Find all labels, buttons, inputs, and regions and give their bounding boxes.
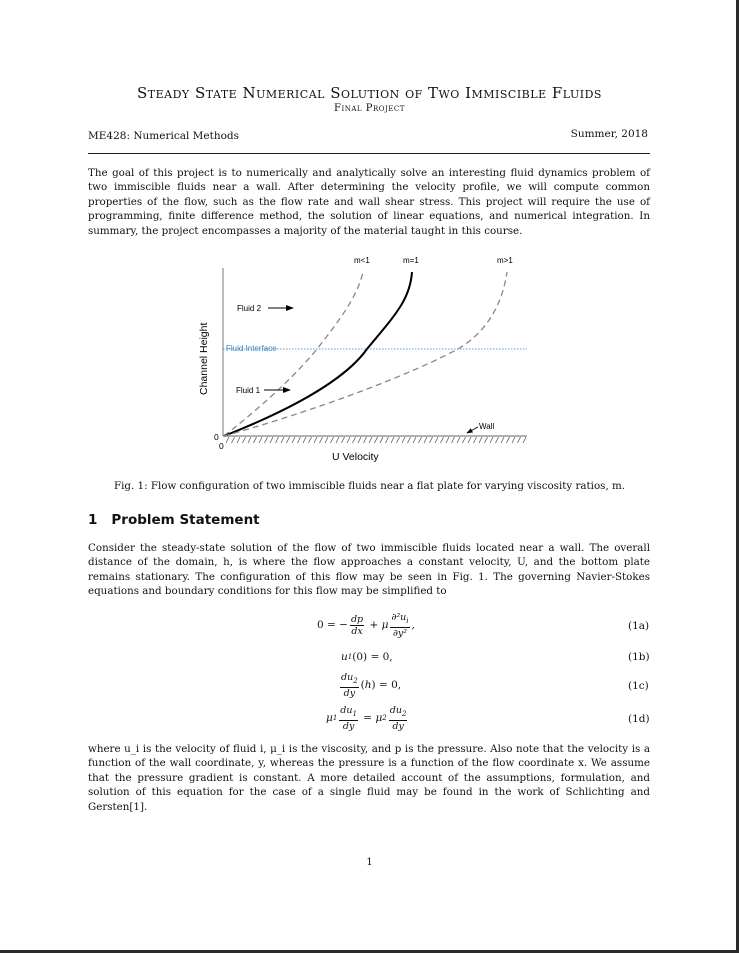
hatch-mark	[358, 437, 361, 443]
hatch-mark	[303, 437, 306, 443]
label-m-greater-1: m>1	[497, 256, 513, 265]
hatch-mark	[309, 437, 312, 443]
closing-paragraph: where u_i is the velocity of fluid i, μ_i is the viscosity, and p is the pressure. Also note that the velocity is a function of the wall coordinate, y, whereas the pressure is a function of the flow coordinate x. We assume that the pressure gradient is constant. A more detailed account of the assumptions, formulation, and solution of this equation for the case of a single fluid may be found in the work of Schlichting and Gersten[1].	[88, 743, 650, 813]
hatch-mark	[457, 437, 460, 443]
hatch-mark	[386, 437, 389, 443]
arrow-left-icon	[467, 427, 478, 433]
hatch-mark	[424, 437, 427, 443]
section-title: Problem Statement	[111, 512, 260, 528]
y-origin-label: 0	[214, 432, 219, 442]
hatch-mark	[342, 437, 345, 443]
label-wall: Wall	[479, 422, 495, 431]
hatch-mark	[320, 437, 323, 443]
hatch-mark	[496, 437, 499, 443]
hatch-mark	[281, 437, 284, 443]
equation-number: (1c)	[628, 680, 649, 692]
hatch-mark	[446, 437, 449, 443]
equation-number: (1a)	[628, 620, 650, 632]
hatch-mark	[254, 437, 257, 443]
y-axis-label: Channel Height	[198, 322, 210, 395]
term: Summer, 2018	[570, 128, 648, 140]
label-fluid-1: Fluid 1	[236, 386, 261, 395]
equation-1a: 0 = − $\frac{dp}{dx}$ + μ $\frac{\partial^2u_i}{\text{∂y²}}$ ,	[317, 612, 415, 639]
hatch-mark	[292, 437, 295, 443]
hatch-mark	[276, 437, 279, 443]
equation-1b: u 1 (0) = 0,	[341, 651, 393, 663]
hatch-mark	[441, 437, 444, 443]
hatch-mark	[248, 437, 251, 443]
equation-1d: μ 1 $\frac{du_1}{dy}$ = μ 2 $\frac{du_2}{dy}$	[326, 705, 407, 732]
hatch-mark	[523, 437, 526, 443]
hatch-mark	[468, 437, 471, 443]
section-number: 1	[88, 512, 98, 528]
hatch-mark	[490, 437, 493, 443]
hatch-mark	[336, 437, 339, 443]
hatch-mark	[413, 437, 416, 443]
intro-paragraph: The goal of this project is to numerically and analytically solve an interesting fluid dynamics problem of two immiscible fluids near a wall. After determining the velocity profile, we will compute common properties of the flow, such as the flow rate and wall shear stress. This project will require the use of programming, finite difference method, the solution of linear equations, and numerical integration. In summary, the project encompasses a majority of the material taught in this course.	[88, 167, 650, 237]
hatch-mark	[369, 437, 372, 443]
hatch-mark	[391, 437, 394, 443]
hatch-mark	[259, 437, 262, 443]
label-m-less-1: m<1	[354, 256, 370, 265]
hatch-mark	[270, 437, 273, 443]
x-axis-label: U Velocity	[332, 451, 379, 463]
hatch-mark	[364, 437, 367, 443]
hatch-mark	[463, 437, 466, 443]
hatch-mark	[402, 437, 405, 443]
x-origin-label: 0	[219, 441, 224, 451]
hatch-mark	[485, 437, 488, 443]
hatch-mark	[397, 437, 400, 443]
equation-1c: $\frac{du_2}{dy}$ ( h ) = 0,	[341, 672, 402, 699]
hatch-mark	[331, 437, 334, 443]
label-m-equal-1: m=1	[403, 256, 419, 265]
hatch-mark	[265, 437, 268, 443]
hatch-mark	[226, 437, 229, 443]
hatch-mark	[435, 437, 438, 443]
hatch-mark	[237, 437, 240, 443]
figure-caption: Fig. 1: Flow configuration of two immiscible fluids near a flat plate for varying viscosity ratios, m.	[113, 480, 626, 492]
page-number: 1	[366, 857, 373, 868]
equation-number: (1d)	[628, 713, 650, 725]
label-fluid-2: Fluid 2	[237, 304, 262, 313]
hatch-mark	[512, 437, 515, 443]
problem-paragraph: Consider the steady-state solution of the flow of two immiscible fluids located near a wall. The overall distance of the domain, h, is where the flow approaches a constant velocity, U, and the bottom plate remains stationary. The configuration of this flow may be seen in Fig. 1. The governing Navier-Stokes equations and boundary conditions for this flow may be simplified to	[88, 542, 650, 598]
hatch-mark	[419, 437, 422, 443]
hatch-mark	[232, 437, 235, 443]
curve-m-greater-1	[224, 272, 507, 436]
hatch-mark	[375, 437, 378, 443]
hatch-mark	[298, 437, 301, 443]
hatch-mark	[314, 437, 317, 443]
hatch-mark	[325, 437, 328, 443]
hatch-mark	[408, 437, 411, 443]
hatch-mark	[518, 437, 521, 443]
hatch-mark	[507, 437, 510, 443]
curve-m-equal-1	[224, 272, 412, 436]
course-name: ME428: Numerical Methods	[88, 130, 240, 142]
curve-m-less-1	[224, 272, 363, 436]
document-title: Steady State Numerical Solution of Two Immiscible Fluids	[137, 84, 602, 102]
section-heading	[88, 512, 260, 528]
equation-number: (1b)	[628, 651, 650, 663]
hatch-mark	[501, 437, 504, 443]
hatch-mark	[452, 437, 455, 443]
hatch-mark	[380, 437, 383, 443]
hatch-mark	[347, 437, 350, 443]
hatch-mark	[287, 437, 290, 443]
hatch-mark	[243, 437, 246, 443]
label-fluid-interface: Fluid Interface	[226, 344, 277, 353]
document-subtitle: Final Project	[334, 103, 405, 114]
hatch-mark	[479, 437, 482, 443]
hatch-mark	[430, 437, 433, 443]
hatch-mark	[474, 437, 477, 443]
hatch-mark	[353, 437, 356, 443]
